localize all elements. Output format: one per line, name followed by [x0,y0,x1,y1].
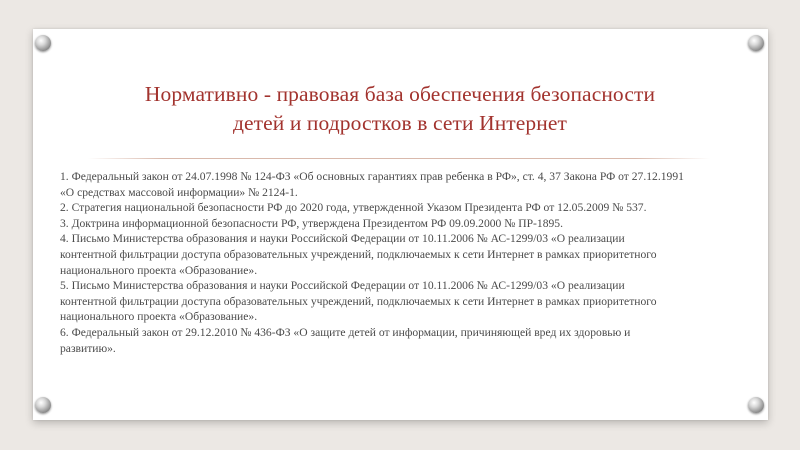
slide-title-line: детей и подростков в сети Интернет [232,111,568,135]
title-divider [88,158,710,159]
slide-body [60,169,760,356]
body-line: национального проекта «Образование». [60,310,258,324]
body-line: 1. Федеральный закон от 24.07.1998 № 124-ФЗ «Об основных гарантиях прав ребенка в РФ», ст. 4, 37 Закона РФ от 27.12.1991 [60,170,684,183]
body-line: национального проекта «Образование». [60,263,258,277]
body-line: 6. Федеральный закон от 29.12.2010 № 436-ФЗ «О защите детей от информации, причиняющей вред их здоровью и [60,325,631,339]
pushpin-icon [748,397,764,413]
slide-title-line: Нормативно - правовая база обеспечения безопасности [144,82,656,106]
body-line: 5. Письмо Министерства образования и науки Российской Федерации от 10.11.2006 № АС-1299/03 «О реализации [60,279,625,293]
body-line: 4. Письмо Министерства образования и науки Российской Федерации от 10.11.2006 № АС-1299/03 «О реализации [60,232,625,246]
body-line: развитию». [60,341,116,355]
body-line: контентной фильтрации доступа образовательных учреждений, подключаемых к сети Интернет в рамках приоритетного [60,294,657,308]
body-line: «О средствах массовой информации» № 2124-1. [60,185,298,199]
body-line: контентной фильтрации доступа образовательных учреждений, подключаемых к сети Интернет в рамках приоритетного [60,247,657,261]
pushpin-icon [35,35,51,51]
pushpin-icon [35,397,51,413]
slide-title [60,80,740,138]
body-line: 2. Стратегия национальной безопасности РФ до 2020 года, утвержденной Указом Президента РФ от 12.05.2009 № 537. [60,201,647,215]
body-line: 3. Доктрина информационной безопасности РФ, утверждена Президентом РФ 09.09.2000 № ПР-1895. [60,216,563,230]
pushpin-icon [748,35,764,51]
